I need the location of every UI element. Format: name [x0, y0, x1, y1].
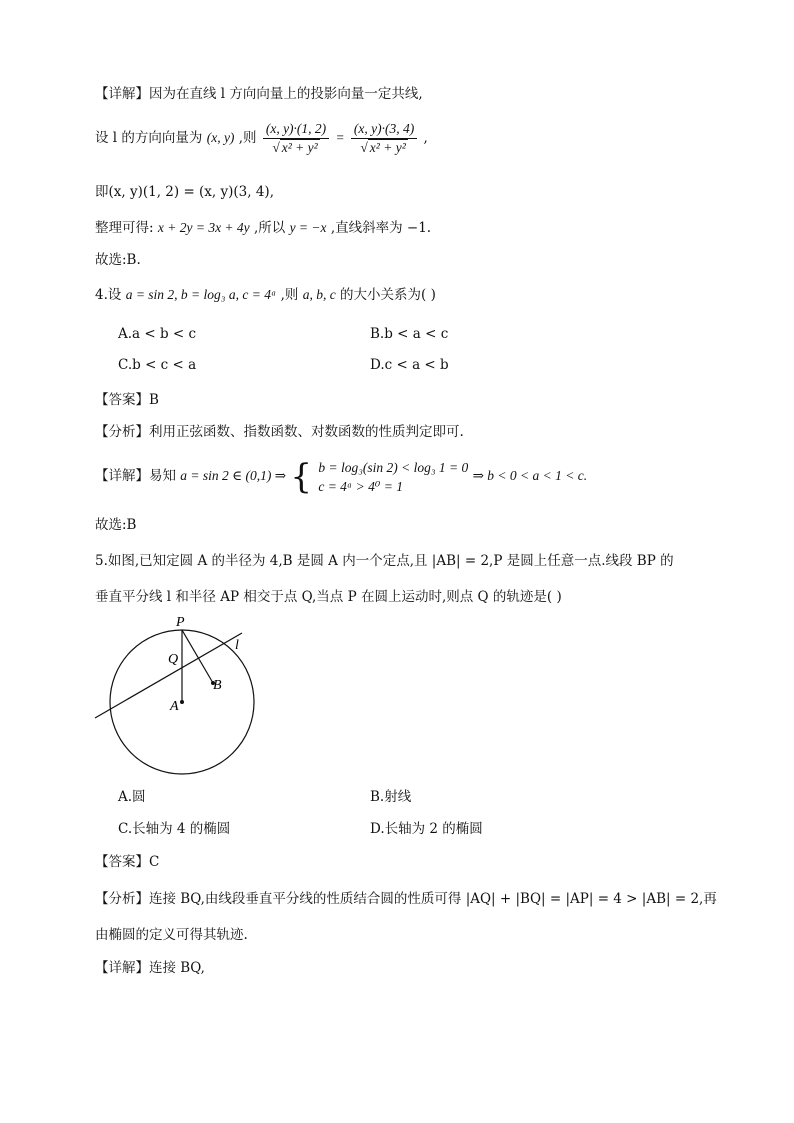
case-2: c = 4ᵃ > 4⁰ = 1 [318, 478, 403, 494]
label-b: B [213, 678, 222, 693]
answer-tag: 【答案】 [95, 392, 149, 408]
label-a: A [170, 699, 179, 714]
text: 设 l 的方向向量为 [95, 130, 203, 146]
variables: a, b, c [302, 287, 336, 302]
equals: = [335, 130, 345, 145]
equation: ⇒ b < 0 < a < 1 < c. [472, 468, 588, 483]
case-1: b = log₃(sin 2) < log₃ 1 = 0 [318, 459, 469, 475]
point-a [180, 700, 184, 704]
q4-option-a: A.a < b < c [118, 326, 197, 342]
detail-line-2 [95, 118, 428, 158]
equation: y = −x [289, 220, 327, 235]
text: , [423, 130, 428, 146]
denominator: √ x² + y² [272, 140, 318, 155]
q5-option-a: A.圆 [118, 789, 146, 805]
detail-line-1 [95, 84, 423, 104]
brace: { [290, 456, 313, 497]
q5-option-b: B.射线 [370, 789, 412, 805]
denominator: √ x² + y² [360, 140, 406, 155]
q4-analysis [95, 422, 464, 442]
label-q: Q [168, 652, 179, 667]
q5-option-d: D.长轴为 2 的椭圆 [370, 821, 483, 837]
q5-option-c: C.长轴为 4 的椭圆 [118, 821, 231, 837]
text: 连接 BQ, [149, 960, 205, 976]
q4-detail [95, 456, 587, 496]
q4-conclusion: 故选:B [95, 517, 137, 533]
cases [318, 458, 468, 496]
detail-line-4 [95, 218, 431, 238]
detail-tag: 【详解】 [95, 468, 149, 484]
text: 利用正弦函数、指数函数、对数函数的性质判定即可. [149, 424, 464, 440]
text: 4.设 [95, 287, 122, 303]
detail-line-3: 即(x, y)(1, 2) = (x, y)(3, 4), [95, 184, 274, 200]
q5-analysis-2: 由椭圆的定义可得其轨迹. [95, 927, 248, 943]
numerator: (x, y)·(3, 4) [351, 120, 417, 139]
numerator: (x, y)·(1, 2) [263, 120, 329, 139]
text: 的大小关系为( ) [340, 287, 436, 303]
detail-line-5: 故选:B. [95, 252, 141, 268]
q5-stem-1: 5.如图,已知定圆 A 的半径为 4,B 是圆 A 内一个定点,且 |AB| = 2,P 是圆上任意一点.线段 BP 的 [95, 553, 674, 569]
answer-tag: 【答案】 [95, 854, 149, 870]
text: 因为在直线 l 方向向量上的投影向量一定共线, [149, 86, 423, 102]
fraction-right [351, 120, 417, 157]
radicand: x² + y² [369, 140, 406, 155]
q5-figure [85, 612, 260, 782]
q4-option-d: D.c < a < b [370, 357, 449, 373]
q4-option-b: B.b < a < c [370, 326, 449, 342]
text: ,则 [238, 130, 257, 146]
q4-option-c: C.b < c < a [118, 357, 197, 373]
q5-detail [95, 958, 205, 978]
text: 易知 [149, 468, 176, 484]
text: ,则 [280, 287, 299, 303]
text: 连接 BQ,由线段垂直平分线的性质结合圆的性质可得 |AQ| + |BQ| = |AP| = 4 > |AB| = 2,再 [149, 891, 717, 907]
equation: a = sin 2 ∈ (0,1) ⇒ [180, 468, 287, 483]
vector: (x, y) [206, 130, 235, 145]
q5-analysis-1 [95, 889, 717, 909]
detail-tag: 【详解】 [95, 960, 149, 976]
analysis-tag: 【分析】 [95, 424, 149, 440]
equation: x + 2y = 3x + 4y [157, 220, 250, 235]
equation: a = sin 2, b = log₃ a, c = 4ᵃ [125, 287, 277, 302]
label-p: P [176, 615, 185, 630]
label-l: l [235, 638, 239, 653]
line-l [95, 633, 242, 718]
q5-answer [95, 852, 159, 872]
q4-answer [95, 390, 159, 410]
text: ,所以 [253, 220, 286, 236]
answer-value: B [149, 392, 159, 408]
detail-tag: 【详解】 [95, 86, 149, 102]
fraction-left [263, 120, 329, 157]
segment-pb [182, 630, 213, 683]
answer-value: C [149, 854, 160, 870]
q5-stem-2: 垂直平分线 l 和半径 AP 相交于点 Q,当点 P 在圆上运动时,则点 Q 的轨迹是( ) [95, 589, 562, 605]
radicand: x² + y² [281, 140, 318, 155]
analysis-tag: 【分析】 [95, 891, 149, 907]
text: 整理可得: [95, 220, 154, 236]
q4-stem [95, 285, 436, 305]
text: ,直线斜率为 −1. [330, 220, 432, 236]
